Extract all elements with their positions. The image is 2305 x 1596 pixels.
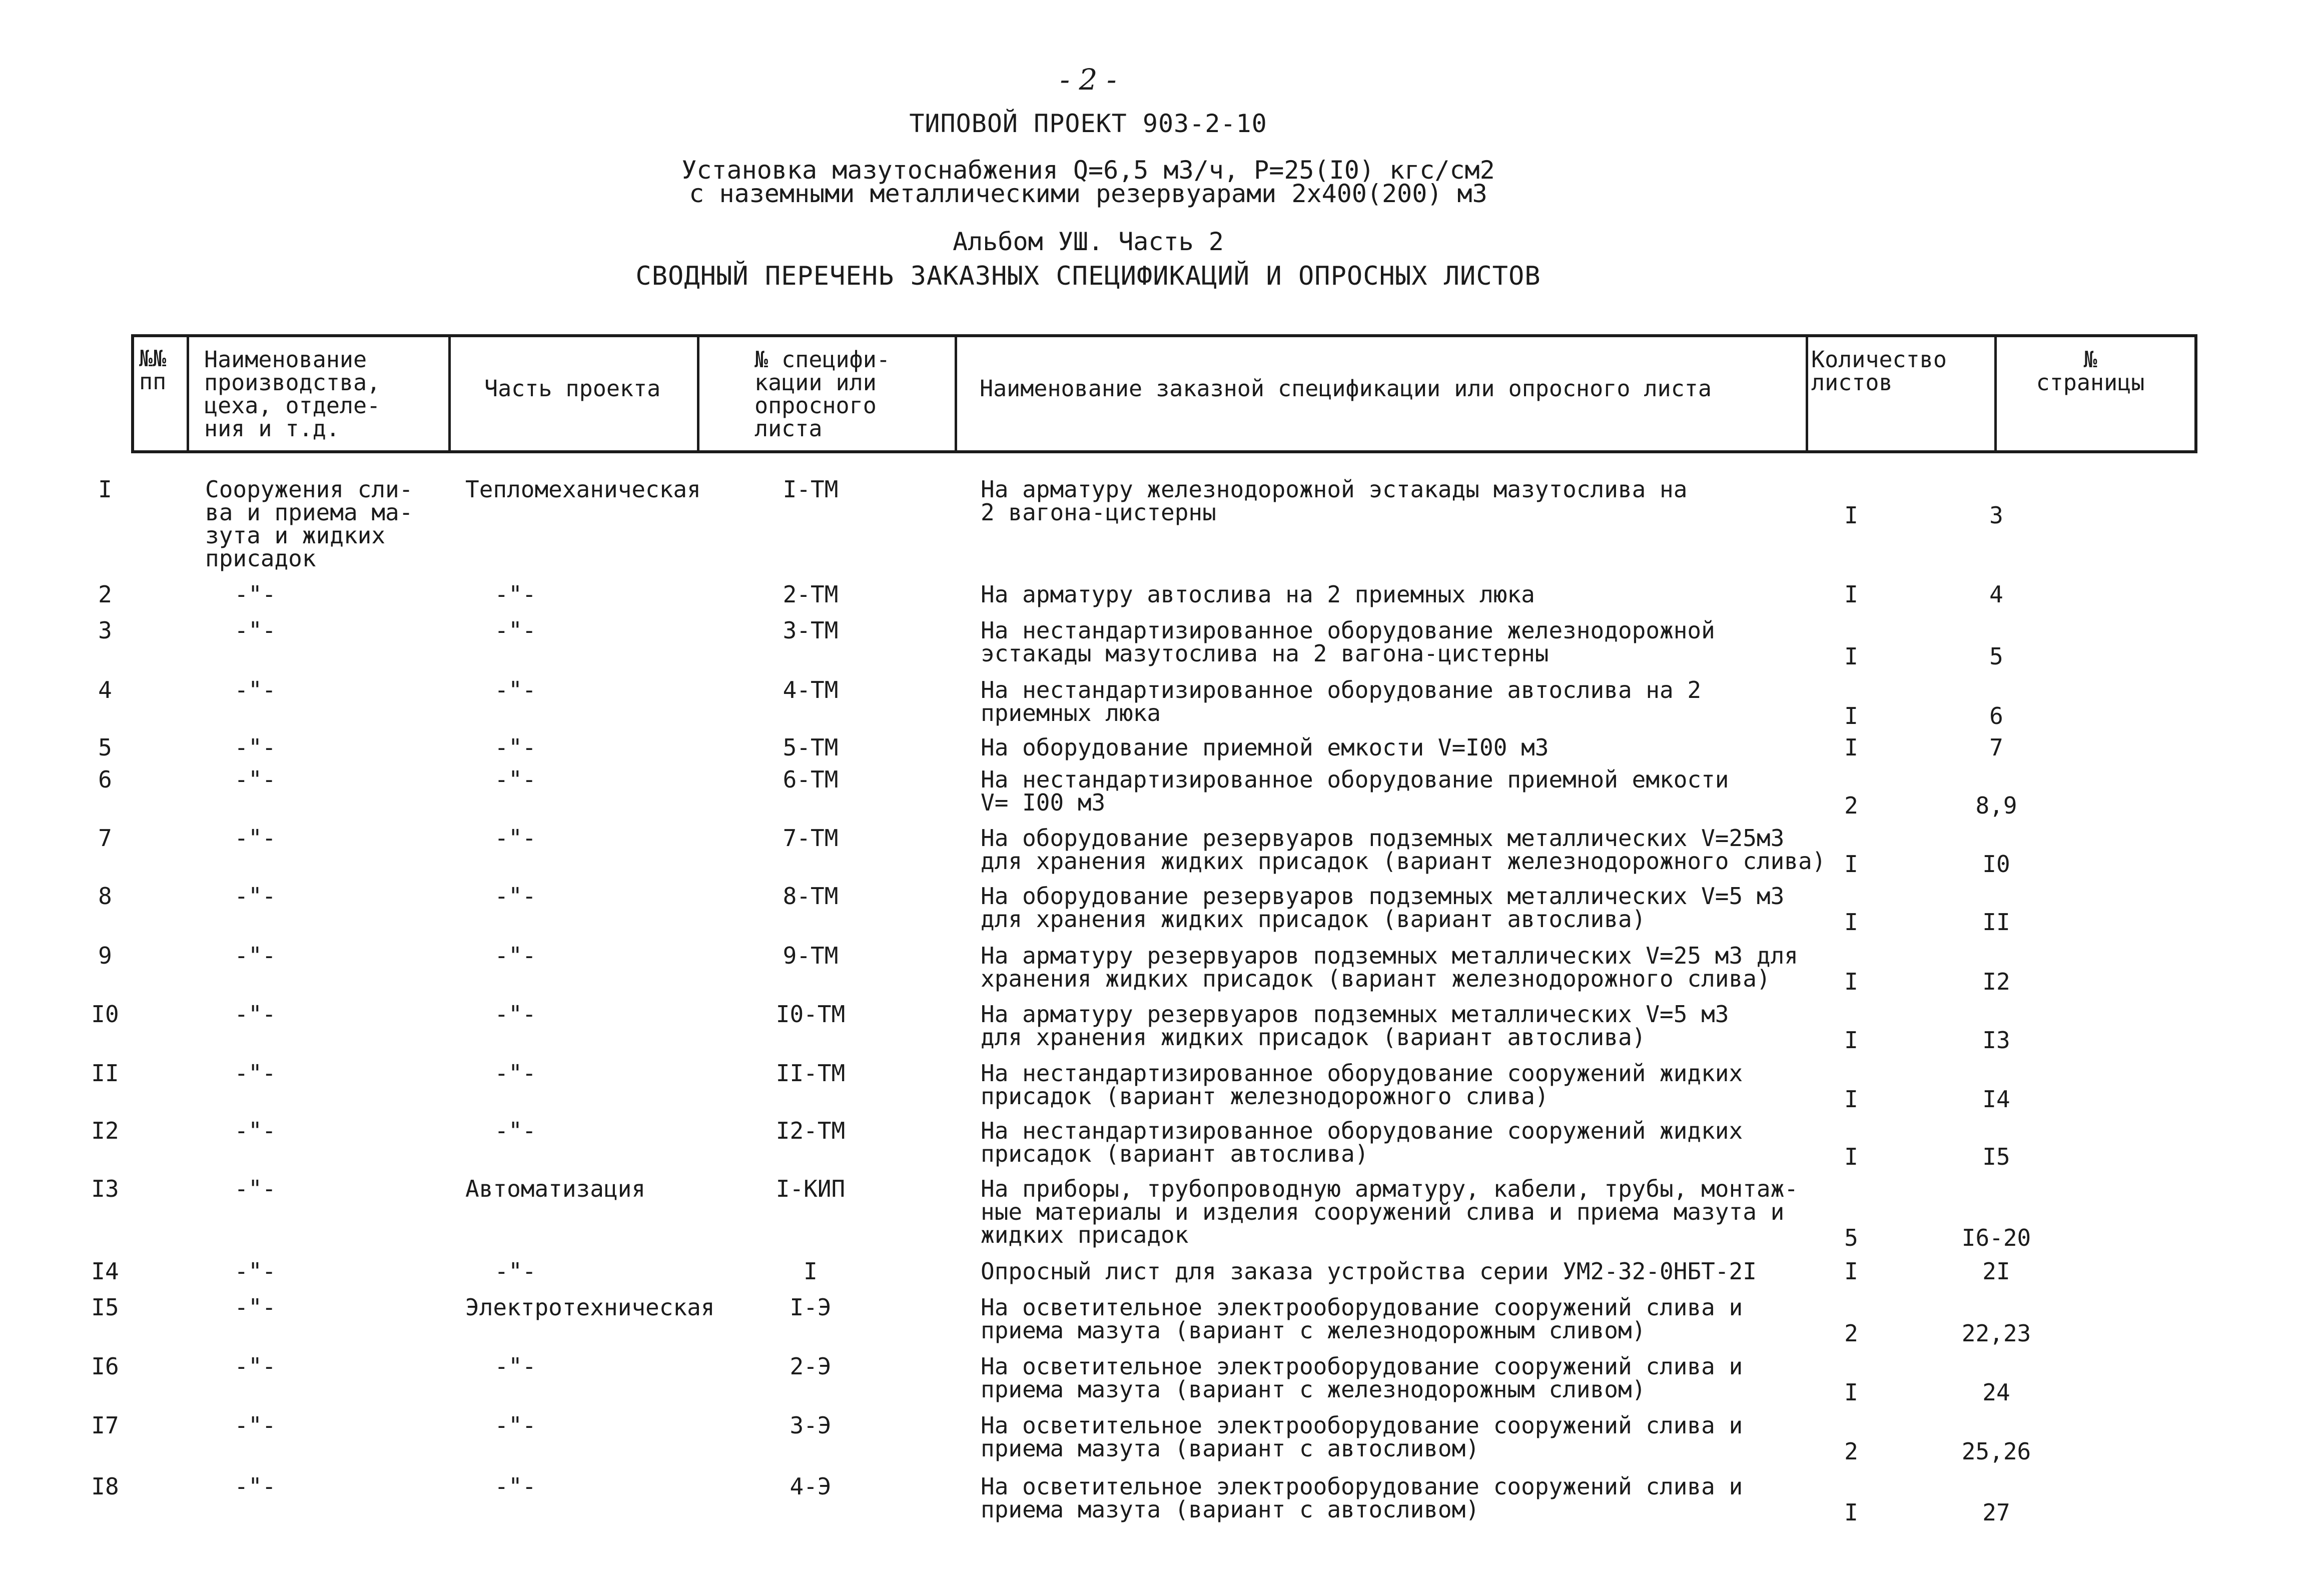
header-project-part: Часть проекта [484,375,661,402]
row-number: 5 [98,734,112,761]
row-spec-number: 3-ТМ [783,617,839,644]
row-sheets-count: I [1844,581,1858,608]
row-spec-name: На осветительное электрооборудование сооружений слива и приема мазута (вариант с автосливом) [981,1473,1743,1523]
header-num: №№ пп [139,345,167,395]
row-production: -"- [234,1412,276,1439]
row-production: -"- [234,1001,276,1028]
row-sheets-count: 5 [1844,1224,1858,1251]
row-sheets-count: 2 [1844,1320,1858,1347]
row-number: 8 [98,883,112,910]
row-pages: 25,26 [1961,1438,2031,1465]
list-title: СВОДНЫЙ ПЕРЕЧЕНЬ ЗАКАЗНЫХ СПЕЦИФИКАЦИЙ И ОПРОСНЫХ ЛИСТОВ [635,261,1541,291]
row-pages: 3 [1989,502,2003,529]
row-pages: I2 [1982,968,2010,995]
row-number: I3 [91,1175,119,1202]
row-pages: I0 [1982,851,2010,878]
row-project-part: -"- [494,766,536,793]
row-spec-name: На нестандартизированное оборудование сооружений жидких присадок (вариант автослива) [981,1117,1743,1167]
row-sheets-count: I [1844,734,1858,761]
column-divider [1806,337,1808,450]
row-sheets-count: 2 [1844,1438,1858,1465]
row-project-part: -"- [494,617,536,644]
row-spec-name: На арматуру железнодорожной эстакады мазутослива на 2 вагона-цистерны [981,476,1688,526]
row-project-part: -"- [494,1117,536,1144]
row-project-part: -"- [494,883,536,910]
row-pages: 8,9 [1975,792,2017,819]
row-spec-number: I-Э [790,1294,832,1321]
header-spec-number: № специфи- кации или опросного листа [754,346,890,442]
row-spec-number: 3-Э [790,1412,832,1439]
row-project-part: -"- [494,734,536,761]
row-pages: I5 [1982,1143,2010,1170]
page-number: - 2 - [1060,63,1117,97]
row-number: I [98,476,112,503]
row-number: 6 [98,766,112,793]
row-spec-number: 8-ТМ [783,883,839,910]
row-production: -"- [234,766,276,793]
row-spec-name: На осветительное электрооборудование сооружений слива и приема мазута (вариант с железнодорожным сливом) [981,1294,1743,1344]
row-pages: 22,23 [1961,1320,2031,1347]
row-production: -"- [234,1294,276,1321]
row-pages: II [1982,909,2010,936]
row-spec-number: 2-Э [790,1353,832,1380]
row-number: I7 [91,1412,119,1439]
row-production: -"- [234,617,276,644]
row-sheets-count: I [1844,1143,1858,1170]
row-pages: I4 [1982,1086,2010,1113]
header-spec-name: Наименование заказной спецификации или опросного листа [980,375,1712,402]
row-spec-number: I-ТМ [783,476,839,503]
row-spec-number: I-КИП [776,1175,846,1202]
row-project-part: -"- [494,1473,536,1500]
row-pages: 4 [1989,581,2003,608]
row-sheets-count: I [1844,1258,1858,1285]
row-project-part: -"- [494,942,536,969]
row-pages: 2I [1982,1258,2010,1285]
row-sheets-count: I [1844,851,1858,878]
row-pages: I3 [1982,1027,2010,1054]
row-spec-name: На нестандартизированное оборудование сооружений жидких присадок (вариант железнодорожного слива) [981,1060,1743,1110]
row-spec-name: На нестандартизированное оборудование автослива на 2 приемных люка [981,676,1702,726]
row-spec-name: На нестандартизированное оборудование приемной емкости V= I00 м3 [981,766,1729,816]
row-spec-name: На оборудование резервуаров подземных металлических V=25м3 для хранения жидких присадок (вариант железнодорожного слива) [981,825,1826,875]
row-spec-number: 4-Э [790,1473,832,1500]
row-spec-number: 9-ТМ [783,942,839,969]
row-spec-number: I2-ТМ [776,1117,846,1144]
row-production: -"- [234,1473,276,1500]
row-project-part: -"- [494,1412,536,1439]
row-pages: 7 [1989,734,2003,761]
row-production: -"- [234,581,276,608]
row-spec-number: II-ТМ [776,1060,846,1087]
row-production: Сооружения сли- ва и приема ма- зута и жидких присадок [205,476,413,572]
row-production: -"- [234,1060,276,1087]
row-spec-name: На нестандартизированное оборудование железнодорожной эстакады мазутослива на 2 вагона-цистерны [981,617,1715,667]
row-production: -"- [234,734,276,761]
row-project-part: Автоматизация [465,1175,646,1202]
column-divider [187,337,189,450]
row-spec-number: I [804,1258,818,1285]
row-spec-name: На оборудование приемной емкости V=I00 м3 [981,734,1549,761]
row-number: 3 [98,617,112,644]
row-production: -"- [234,1117,276,1144]
project-subtitle-line-1: Установка мазутоснабжения Q=6,5 м3/ч, Р=25(I0) кгс/см2 [681,156,1495,185]
column-divider [697,337,699,450]
row-project-part: -"- [494,1258,536,1285]
row-spec-number: 6-ТМ [783,766,839,793]
row-sheets-count: I [1844,1086,1858,1113]
row-sheets-count: I [1844,909,1858,936]
row-number: I4 [91,1258,119,1285]
header-sheets-count: Количество листов [1811,346,1947,396]
row-number: I2 [91,1117,119,1144]
table-header [131,334,2197,453]
header-production: Наименование производства, цеха, отделе- ния и т.д. [204,346,381,442]
row-number: II [91,1060,119,1087]
row-sheets-count: I [1844,968,1858,995]
row-production: -"- [234,825,276,852]
row-pages: 24 [1982,1379,2010,1406]
row-production: -"- [234,1353,276,1380]
row-project-part: -"- [494,581,536,608]
row-production: -"- [234,942,276,969]
row-project-part: -"- [494,676,536,703]
row-number: I8 [91,1473,119,1500]
row-spec-number: I0-ТМ [776,1001,846,1028]
row-spec-number: 7-ТМ [783,825,839,852]
row-pages: 27 [1982,1499,2010,1526]
row-spec-number: 2-ТМ [783,581,839,608]
row-spec-name: На осветительное электрооборудование сооружений слива и приема мазута (вариант с железнодорожным сливом) [981,1353,1743,1403]
row-number: 4 [98,676,112,703]
row-number: 2 [98,581,112,608]
row-spec-name: На арматуру резервуаров подземных металлических V=5 м3 для хранения жидких присадок (вариант автослива) [981,1001,1729,1051]
row-sheets-count: 2 [1844,792,1858,819]
row-spec-name: На приборы, трубопроводную арматуру, кабели, трубы, монтаж- ные материалы и изделия сооружений слива и приема мазута и жидких присадок [981,1175,1798,1248]
row-spec-number: 4-ТМ [783,676,839,703]
row-pages: 6 [1989,702,2003,729]
row-sheets-count: I [1844,702,1858,729]
row-spec-name: На оборудование резервуаров подземных металлических V=5 м3 для хранения жидких присадок (вариант автослива) [981,883,1785,933]
row-spec-name: На арматуру резервуаров подземных металлических V=25 м3 для хранения жидких присадок (вариант железнодорожного слива) [981,942,1798,992]
column-divider [955,337,957,450]
row-project-part: -"- [494,1060,536,1087]
header-pages: № страницы [2036,346,2145,396]
row-pages: I6-20 [1961,1224,2031,1251]
row-project-part: Электротехническая [465,1294,715,1321]
row-number: I5 [91,1294,119,1321]
column-divider [448,337,451,450]
row-number: 7 [98,825,112,852]
row-sheets-count: I [1844,1379,1858,1406]
row-pages: 5 [1989,643,2003,670]
row-production: -"- [234,1258,276,1285]
row-sheets-count: I [1844,1027,1858,1054]
row-spec-number: 5-ТМ [783,734,839,761]
row-number: I6 [91,1353,119,1380]
row-spec-name: На арматуру автослива на 2 приемных люка [981,581,1535,608]
row-project-part: -"- [494,1353,536,1380]
row-spec-name: На осветительное электрооборудование сооружений слива и приема мазута (вариант с автосливом) [981,1412,1743,1462]
column-divider [1994,337,1997,450]
project-subtitle-line-2: с наземными металлическими резервуарами 2х400(200) м3 [689,179,1487,208]
row-number: 9 [98,942,112,969]
row-project-part: Тепломеханическая [465,476,701,503]
row-sheets-count: I [1844,1499,1858,1526]
row-number: I0 [91,1001,119,1028]
row-sheets-count: I [1844,502,1858,529]
row-spec-name: Опросный лист для заказа устройства серии УМ2-32-0НБТ-2I [981,1258,1757,1285]
project-title: ТИПОВОЙ ПРОЕКТ 903-2-10 [909,109,1267,138]
album-title: Альбом УШ. Часть 2 [953,227,1224,256]
row-production: -"- [234,1175,276,1202]
row-project-part: -"- [494,1001,536,1028]
row-production: -"- [234,676,276,703]
row-production: -"- [234,883,276,910]
row-project-part: -"- [494,825,536,852]
row-sheets-count: I [1844,643,1858,670]
